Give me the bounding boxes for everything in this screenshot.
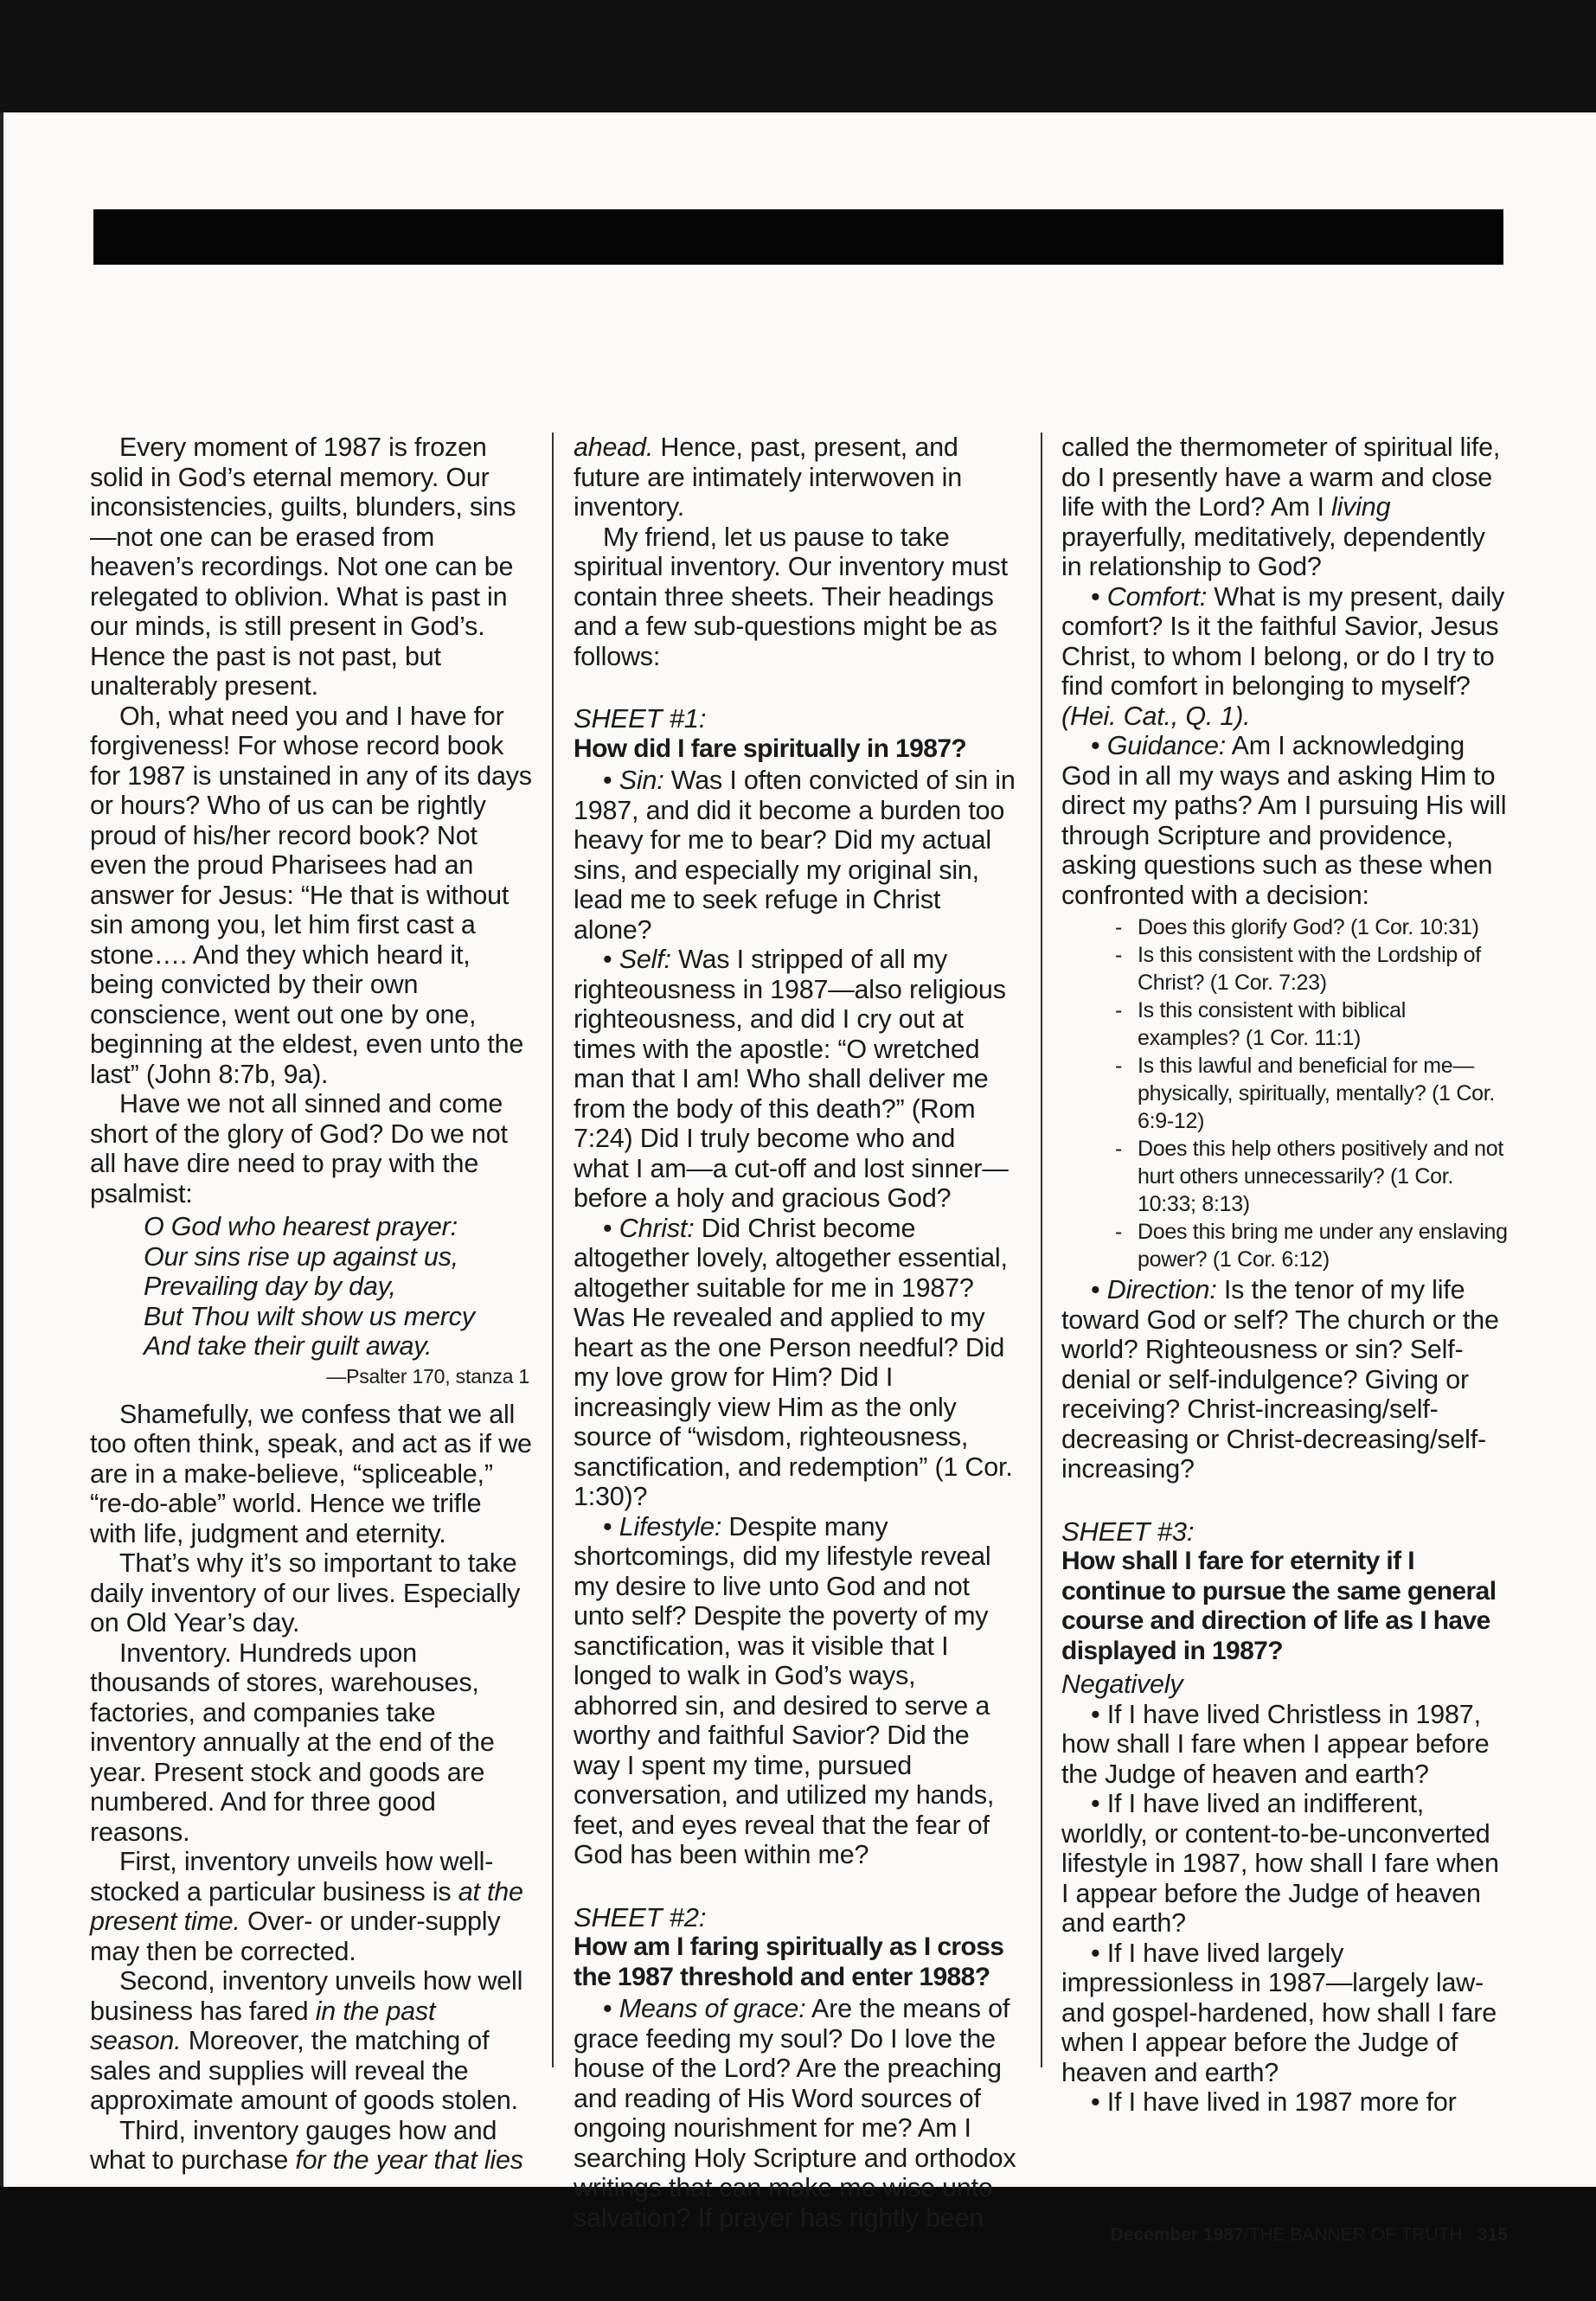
- poem-line: O God who hearest prayer:: [144, 1212, 458, 1241]
- bullet-negative-3: • If I have lived largely impressionless in 1987—largely law- and gospel-hardened, how shall I fare when I appear before the Judge of heaven and earth?: [1061, 1938, 1497, 2087]
- paragraph: [90, 1847, 533, 1966]
- sheet-1-label: SHEET #1:: [574, 703, 707, 734]
- catechism-reference: (Hei. Cat., Q. 1).: [1061, 701, 1251, 731]
- bullet-text: If I have lived an indifferent, worldly, or content-to-be-unconverted lifestyle in 1987, how shall I fare when I appear before the Judge of heaven and earth?: [1061, 1789, 1499, 1938]
- column-1: [90, 433, 533, 2197]
- paragraph: [90, 2116, 533, 2176]
- negatively-subheading: Negatively: [1061, 1670, 1183, 1699]
- text-run: Hence, past, present, and future are intimately interwoven in inventory.: [574, 433, 963, 522]
- paragraph: [1061, 433, 1511, 582]
- bullet-label: Guidance:: [1106, 731, 1227, 760]
- question-item: - Does this glorify God? (1 Cor. 10:31): [1061, 913, 1511, 941]
- bullet-comfort: • Comfort: What is my present, daily comfort? Is it the faithful Savior, Jesus Christ, to whom I belong, or do I try to find comfort in belonging to myself? (Hei. Cat., Q. 1).: [1061, 581, 1505, 731]
- magazine-page: [3, 112, 1596, 2245]
- text-run: Over- or under-supply may then be corrected.: [90, 1907, 501, 1966]
- emphasis: living: [1331, 492, 1391, 522]
- bullet-label: Lifestyle:: [619, 1511, 722, 1541]
- bullet-text: If I have lived Christless in 1987, how shall I fare when I appear before the Judge of heaven and earth?: [1061, 1699, 1490, 1789]
- paragraph: My friend, let us pause to take spiritual inventory. Our inventory must contain three sheets. Their headings and a few sub-questions might be as follows:: [574, 522, 1008, 671]
- bullet-sin: • Sin: Was I often convicted of sin in 1987, and did it become a burden too heavy for me to bear? Did my actual sins, and especially my original sin, lead me to seek refuge in Christ alone?: [574, 766, 1016, 945]
- header-bar: [93, 209, 1503, 265]
- page-footer: [1080, 2223, 1508, 2247]
- bullet-christ: • Christ: Did Christ become altogether lovely, altogether essential, altogether suitable for me in 1987? Was He revealed and applied to my heart as the one Person needful? Did my love grow for Him? Did I increasingly view Him as the only source of “wisdom, righteousness, sanctification, and redemption” (1 Cor. 1:30)?: [574, 1213, 1013, 1511]
- column-divider-1: [552, 433, 554, 2067]
- question-item: - Does this help others positively and not hurt others unnecessarily? (1 Cor. 10:33; 8:13): [1061, 1135, 1511, 1218]
- question-item: - Is this lawful and beneficial for me—physically, spiritually, mentally? (1 Cor. 6:9-12): [1061, 1052, 1511, 1135]
- sheet-2-heading: How am I faring spiritually as I cross the 1987 threshold and enter 1988?: [574, 1932, 1004, 1991]
- paragraph: Oh, what need you and I have for forgiveness! For whose record book for 1987 is unstained in any of its days or hours? Who of us can be rightly proud of his/her record book? Not even the proud Pharisees had an answer for Jesus: “He that is without sin among you, let him first cast a stone…. And they which heard it, being convicted by their own conscience, went out one by one, beginning at the eldest, even unto the last” (John 8:7b, 9a).: [90, 701, 532, 1089]
- bullet-lifestyle: • Lifestyle: Despite many shortcomings, did my lifestyle reveal my desire to live unto God and not unto self? Despite the poverty of my sanctification, was it visible that I longed to walk in God’s ways, abhorred sin, and desired to serve a worthy and faithful Savior? Did the way I spent my time, pursued conversation, and utilized my hands, feet, and eyes reveal that the fear of God has been within me?: [574, 1511, 995, 1869]
- text-run: prayerfully, meditatively, dependently in relationship to God?: [1061, 522, 1485, 581]
- bullet-direction: • Direction: Is the tenor of my life toward God or self? The church or the world? Righteousness or sin? Self-denial or self-indulgence? Giving or receiving? Christ-increasing/self-decreasing or Christ-decreasing/self-increasing?: [1061, 1275, 1499, 1484]
- bullet-means-of-grace: • Means of grace: Are the means of grace feeding my soul? Do I love the house of the Lord? Are the preaching and reading of His Word sources of ongoing nourishment for me? Am I searching Holy Scripture and orthodox writings that can make me wise unto salvation? If prayer has rightly been: [574, 1994, 1016, 2233]
- bullet-text: Was I often convicted of sin in 1987, and did it become a burden too heavy for me to bear? Did my actual sins, and especially my original sin, lead me to seek refuge in Christ alone?: [574, 766, 1016, 945]
- bullet-label: Comfort:: [1106, 581, 1208, 612]
- sheet-3-heading: How shall I fare for eternity if I continue to pursue the same general course and direction of life as I have displayed in 1987?: [1061, 1547, 1497, 1665]
- page-number: 315: [1477, 2225, 1508, 2245]
- emphasis: in the past season.: [90, 1996, 436, 2055]
- poem-line: And take their guilt away.: [144, 1331, 433, 1361]
- bullet-negative-4: • If I have lived in 1987 more for: [1091, 2087, 1457, 2117]
- footer-publication: THE BANNER OF TRUTH: [1248, 2225, 1463, 2245]
- sheet-3-label: SHEET #3:: [1061, 1516, 1195, 1547]
- paragraph: Shamefully, we confess that we all too often think, speak, and act as if we are in a make-believe, “spliceable,” “re-do-able” world. Hence we trifle with life, judgment and eternity.: [90, 1399, 532, 1548]
- poem-line: Prevailing day by day,: [144, 1272, 396, 1301]
- bullet-text: Is the tenor of my life toward God or self? The church or the world? Righteousness or sin? Self-denial or self-indulgence? Giving or receiving? Christ-increasing/self-decreasing or Christ-decreasing/self-increasing?: [1061, 1275, 1499, 1484]
- paragraph: Inventory. Hundreds upon thousands of stores, warehouses, factories, and companies take inventory annually at the end of the year. Present stock and goods are numbered. And for three good reasons.: [90, 1638, 495, 1847]
- paragraph: Every moment of 1987 is frozen solid in God’s eternal memory. Our inconsistencies, guilts, blunders, sins—not one can be erased from heaven’s recordings. Not one can be relegated to oblivion. What is past in our minds, is still present in God’s. Hence the past is not past, but unalterably present.: [90, 433, 516, 701]
- emphasis: at the present time.: [90, 1876, 523, 1936]
- question-item: - Is this consistent with the Lordship of Christ? (1 Cor. 7:23): [1061, 941, 1511, 997]
- sheet-1-heading: How did I fare spiritually in 1987?: [574, 734, 967, 763]
- poem-line: But Thou wilt show us mercy: [144, 1301, 475, 1331]
- sheet-2-label: SHEET #2:: [574, 1901, 707, 1932]
- bullet-text: Did Christ become altogether lovely, altogether essential, altogether suitable for me in 1987? Was He revealed and applied to my heart as the one Person needful? Did my love grow for Him? Did I increasingly view Him as the only source of “wisdom, righteousness, sanctification, and redemption” (1 Cor. 1:30)?: [574, 1213, 1013, 1511]
- column-3: [1061, 433, 1511, 2197]
- bullet-label: Means of grace:: [619, 1994, 806, 2023]
- bullet-text: If I have lived largely impressionless in 1987—largely law- and gospel-hardened, how shall I fare when I appear before the Judge of heaven and earth?: [1061, 1938, 1497, 2087]
- text-run: Second, inventory unveils how well business has fared: [90, 1966, 523, 2026]
- text-run: First, inventory unveils how well-stocked a particular business is: [90, 1847, 494, 1907]
- poem-line: Our sins rise up against us,: [144, 1241, 458, 1272]
- paragraph: Have we not all sinned and come short of the glory of God? Do we not all have dire need to pray with the psalmist:: [90, 1089, 508, 1208]
- text-run: called the thermometer of spiritual life, do I presently have a warm and close life with the Lord? Am I: [1061, 433, 1501, 522]
- decision-questions: [1061, 913, 1511, 1273]
- bullet-text: What is my present, daily comfort? Is it the faithful Savior, Jesus Christ, to whom I belong, or do I try to find comfort in belonging to myself?: [1061, 581, 1505, 701]
- bullet-label: Self:: [619, 945, 671, 974]
- bullet-text: Am I acknowledging God in all my ways and asking Him to direct my paths? Am I pursuing His will through Scripture and providence, asking questions such as these when confronted with a decision:: [1061, 731, 1507, 910]
- bullet-label: Direction:: [1106, 1275, 1217, 1304]
- question-item: - Is this consistent with biblical examples? (1 Cor. 11:1): [1061, 997, 1511, 1052]
- text-run: Third, inventory gauges how and what to purchase: [90, 2115, 497, 2175]
- bullet-guidance: • Guidance: Am I acknowledging God in all my ways and asking Him to direct my paths? Am I pursuing His will through Scripture and providence, asking questions such as these when confronted with a decision:: [1061, 731, 1507, 910]
- text-run: Moreover, the matching of sales and supplies will reveal the approximate amount of goods stolen.: [90, 2026, 518, 2115]
- footer-slash: /: [1243, 2225, 1249, 2245]
- paragraph: [90, 1966, 533, 2116]
- paragraph: That’s why it’s so important to take daily inventory of our lives. Especially on Old Year’s day.: [90, 1548, 521, 1638]
- question-item: - Does this bring me under any enslaving power? (1 Cor. 6:12): [1061, 1218, 1511, 1273]
- bullet-text: Was I stripped of all my righteousness in 1987—also religious righteousness, and did I cry out at times with the apostle: “O wretched man that I am! Who shall deliver me from the body of this death?” (Rom 7:24) Did I truly become who and what I am—a cut-off and lost sinner—before a holy and gracious God?: [574, 945, 1009, 1213]
- column-2: [574, 433, 1016, 2233]
- bullet-text: Are the means of grace feeding my soul? Do I love the house of the Lord? Are the preaching and reading of His Word sources of ongoing nourishment for me? Am I searching Holy Scripture and orthodox writings that can make me wise unto salvation? If prayer has rightly been: [574, 1994, 1016, 2233]
- psalter-quote: [144, 1212, 533, 1362]
- bullet-label: Sin:: [619, 766, 664, 795]
- emphasis: ahead.: [574, 433, 654, 462]
- poem-attribution: —Psalter 170, stanza 1: [326, 1364, 529, 1388]
- scan-border-top: [0, 0, 1596, 112]
- bullet-negative-2: • If I have lived an indifferent, worldly, or content-to-be-unconverted lifestyle in 1987, how shall I fare when I appear before the Judge of heaven and earth?: [1061, 1789, 1499, 1938]
- bullet-negative-1: • If I have lived Christless in 1987, how shall I fare when I appear before the Judge of heaven and earth?: [1061, 1699, 1490, 1789]
- bullet-self: • Self: Was I stripped of all my righteousness in 1987—also religious righteousness, and did I cry out at times with the apostle: “O wretched man that I am! Who shall deliver me from the body of this death?” (Rom 7:24) Did I truly become who and what I am—a cut-off and lost sinner—before a holy and gracious God?: [574, 945, 1009, 1213]
- bullet-text: Despite many shortcomings, did my lifestyle reveal my desire to live unto God and not unto self? Despite the poverty of my sanctification, was it visible that I longed to walk in God’s ways, abhorred sin, and desired to serve a worthy and faithful Savior? Did the way I spent my time, pursued conversation, and utilized my hands, feet, and eyes reveal that the fear of God has been within me?: [574, 1511, 995, 1869]
- column-divider-2: [1041, 433, 1042, 2067]
- footer-date: December 1987: [1110, 2225, 1244, 2245]
- paragraph: [574, 433, 1016, 522]
- bullet-text: If I have lived in 1987 more for: [1106, 2087, 1457, 2117]
- emphasis: for the year that lies: [295, 2145, 523, 2175]
- bullet-label: Christ:: [619, 1213, 695, 1243]
